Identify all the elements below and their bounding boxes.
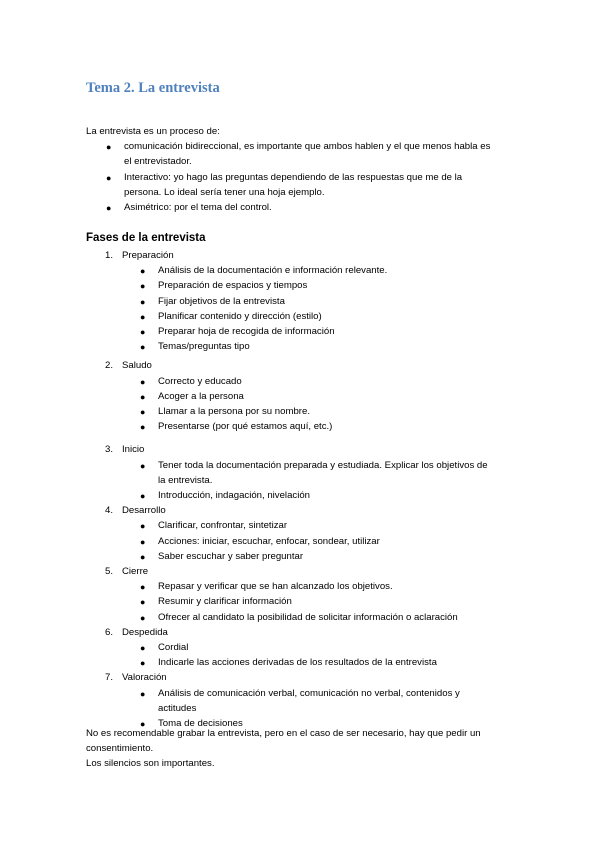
phase-label: Despedida bbox=[122, 626, 168, 638]
phase-subitem-text: Saber escuchar y saber preguntar bbox=[158, 550, 304, 562]
phase-subitem-text: Cordial bbox=[158, 642, 189, 653]
closing-text: No es recomendable grabar la entrevista, pero en el caso de ser necesario, hay que pedir un bbox=[86, 728, 481, 739]
document-title: Tema 2. La entrevista bbox=[86, 80, 220, 96]
phase-subitem-text: Temas/preguntas tipo bbox=[158, 341, 250, 353]
phase-subitem-text: Indicarle las acciones derivadas de los resultados de la entrevista bbox=[158, 657, 437, 669]
bullet-icon: ● bbox=[140, 460, 146, 471]
phase-subitem-text: Análisis de la documentación e información relevante. bbox=[158, 265, 388, 277]
phase-subitem-text: Resumir y clarificar información bbox=[158, 596, 292, 608]
bullet-icon: ● bbox=[140, 521, 146, 532]
phase-subitem-text: Correcto y educado bbox=[158, 375, 242, 387]
bullet-icon: ● bbox=[140, 266, 146, 277]
phase-label: Preparación bbox=[122, 250, 174, 261]
bullet-icon: ● bbox=[140, 376, 146, 387]
bullet-icon: ● bbox=[140, 643, 146, 653]
intro-bullet-text: el entrevistador. bbox=[124, 156, 192, 168]
bullet-icon: ● bbox=[140, 311, 146, 322]
phase-number: 6. bbox=[105, 626, 114, 638]
bullet-icon: ● bbox=[140, 491, 146, 501]
phase-label: Inicio bbox=[122, 444, 145, 456]
phase-subitem-text: Ofrecer al candidato la posibilidad de solicitar información o aclaración bbox=[158, 611, 458, 623]
phase-label: Cierre bbox=[122, 566, 149, 577]
bullet-icon: ● bbox=[140, 407, 146, 417]
phase-subitem-text: Fijar objetivos de la entrevista bbox=[158, 295, 285, 307]
phase-subitem-text: Toma de decisiones bbox=[158, 718, 243, 729]
bullet-icon: ● bbox=[140, 281, 146, 292]
bullet-icon: ● bbox=[140, 391, 146, 402]
phase-subitem-text: Acoger a la persona bbox=[158, 390, 244, 402]
bullet-icon: ● bbox=[140, 551, 146, 562]
intro-bullet-text: Asimétrico: por el tema del control. bbox=[124, 202, 272, 213]
phase-subitem-text: la entrevista. bbox=[158, 474, 213, 486]
bullet-icon: ● bbox=[140, 296, 146, 307]
bullet-icon: ● bbox=[140, 719, 146, 729]
bullet-icon: ● bbox=[140, 582, 146, 593]
phase-number: 7. bbox=[105, 672, 114, 684]
phase-subitem-text: Análisis de comunicación verbal, comunicación no verbal, contenidos y bbox=[158, 687, 460, 699]
phase-label: Valoración bbox=[122, 672, 167, 684]
phase-subitem-text: Acciones: iniciar, escuchar, enfocar, sondear, utilizar bbox=[158, 535, 380, 547]
bullet-icon: ● bbox=[140, 536, 146, 547]
bullet-icon: ● bbox=[106, 172, 112, 183]
intro-lead: La entrevista es un proceso de: bbox=[86, 126, 220, 137]
intro-bullet-text: comunicación bidireccional, es importante que ambos hablen y el que menos habla es bbox=[124, 141, 491, 153]
bullet-icon: ● bbox=[140, 612, 146, 623]
phase-number: 3. bbox=[105, 444, 114, 456]
phase-number: 4. bbox=[105, 505, 114, 517]
phase-number: 2. bbox=[105, 360, 114, 372]
phase-subitem-text: Clarificar, confrontar, sintetizar bbox=[158, 520, 288, 532]
bullet-icon: ● bbox=[140, 658, 146, 669]
bullet-icon: ● bbox=[140, 327, 146, 337]
bullet-icon: ● bbox=[106, 203, 112, 213]
phase-subitem-text: actitudes bbox=[158, 702, 197, 714]
phase-number: 1. bbox=[105, 250, 114, 261]
closing-text: Los silencios son importantes. bbox=[86, 758, 215, 770]
bullet-icon: ● bbox=[140, 688, 146, 699]
bullet-icon: ● bbox=[140, 342, 146, 353]
phase-subitem-text: Planificar contenido y dirección (estilo) bbox=[158, 310, 322, 322]
section-heading: Fases de la entrevista bbox=[86, 232, 206, 244]
intro-bullet-text: persona. Lo ideal sería tener una hoja ejemplo. bbox=[124, 186, 325, 198]
intro-bullet-text: Interactivo: yo hago las preguntas dependiendo de las respuestas que me de la bbox=[124, 171, 463, 183]
bullet-icon: ● bbox=[106, 142, 112, 153]
closing-text: consentimiento. bbox=[86, 743, 154, 755]
phase-subitem-text: Presentarse (por qué estamos aquí, etc.) bbox=[158, 421, 333, 433]
phase-subitem-text: Preparación de espacios y tiempos bbox=[158, 280, 308, 292]
phase-subitem-text: Tener toda la documentación preparada y estudiada. Explicar los objetivos de bbox=[158, 459, 488, 471]
phase-subitem-text: Llamar a la persona por su nombre. bbox=[158, 406, 310, 417]
bullet-icon: ● bbox=[140, 597, 146, 608]
phase-subitem-text: Preparar hoja de recogida de información bbox=[158, 326, 335, 337]
bullet-icon: ● bbox=[140, 422, 146, 433]
phase-subitem-text: Repasar y verificar que se han alcanzado los objetivos. bbox=[158, 581, 393, 593]
phase-label: Desarrollo bbox=[122, 505, 166, 517]
phase-subitem-text: Introducción, indagación, nivelación bbox=[158, 490, 311, 501]
phase-number: 5. bbox=[105, 566, 114, 577]
phase-label: Saludo bbox=[122, 360, 152, 372]
